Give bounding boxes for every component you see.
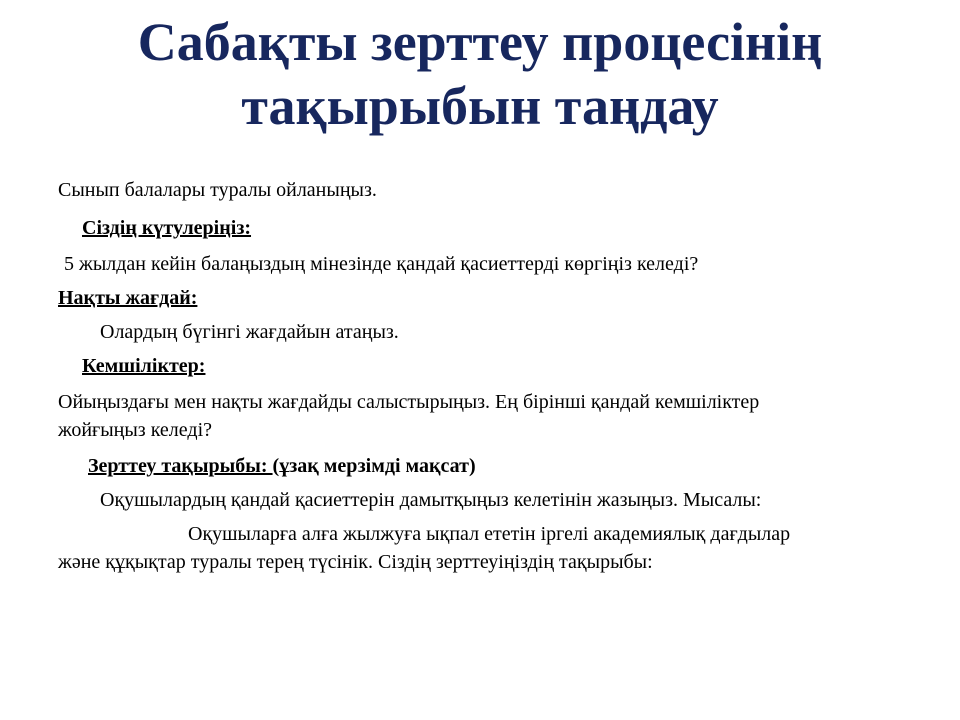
intro-text: Сынып балалары туралы ойланыңыз. (58, 179, 377, 201)
situation-heading: Нақты жағдай: (58, 287, 198, 309)
expectations-heading: Сіздің күтулеріңіз: (82, 217, 252, 239)
gaps-heading: Кемшіліктер: (82, 355, 206, 377)
page-title-line-1: Сабақты зерттеу процесінің (137, 12, 823, 72)
topic-heading-label: Зерттеу тақырыбы: (88, 455, 273, 477)
example-line-1: Оқушыларға алға жылжуға ықпал ететін іргелі академиялық дағдылар (188, 523, 791, 545)
topic-text: Оқушылардың қандай қасиеттерін дамытқыңыз келетінін жазыңыз. Мысалы: (100, 489, 762, 511)
expectations-text: 5 жылдан кейін балаңыздың мінезінде қандай қасиеттерді көргіңіз келеді? (64, 253, 699, 275)
topic-heading-suffix: (ұзақ мерзімді мақсат) (272, 455, 476, 477)
page-title (0, 10, 960, 138)
gaps-text-line-1: Ойыңыздағы мен нақты жағдайды салыстырыңыз. Ең бірінші қандай кемшіліктер (58, 391, 760, 413)
situation-text: Олардың бүгінгі жағдайын атаңыз. (100, 321, 399, 343)
example-line-2: және құқықтар туралы терең түсінік. Сіздің зерттеуіңіздің тақырыбы: (58, 551, 653, 573)
page-title-line-2: тақырыбын таңдау (241, 76, 719, 136)
topic-heading (88, 454, 476, 478)
gaps-text-line-2: жойғыңыз келеді? (58, 419, 213, 441)
